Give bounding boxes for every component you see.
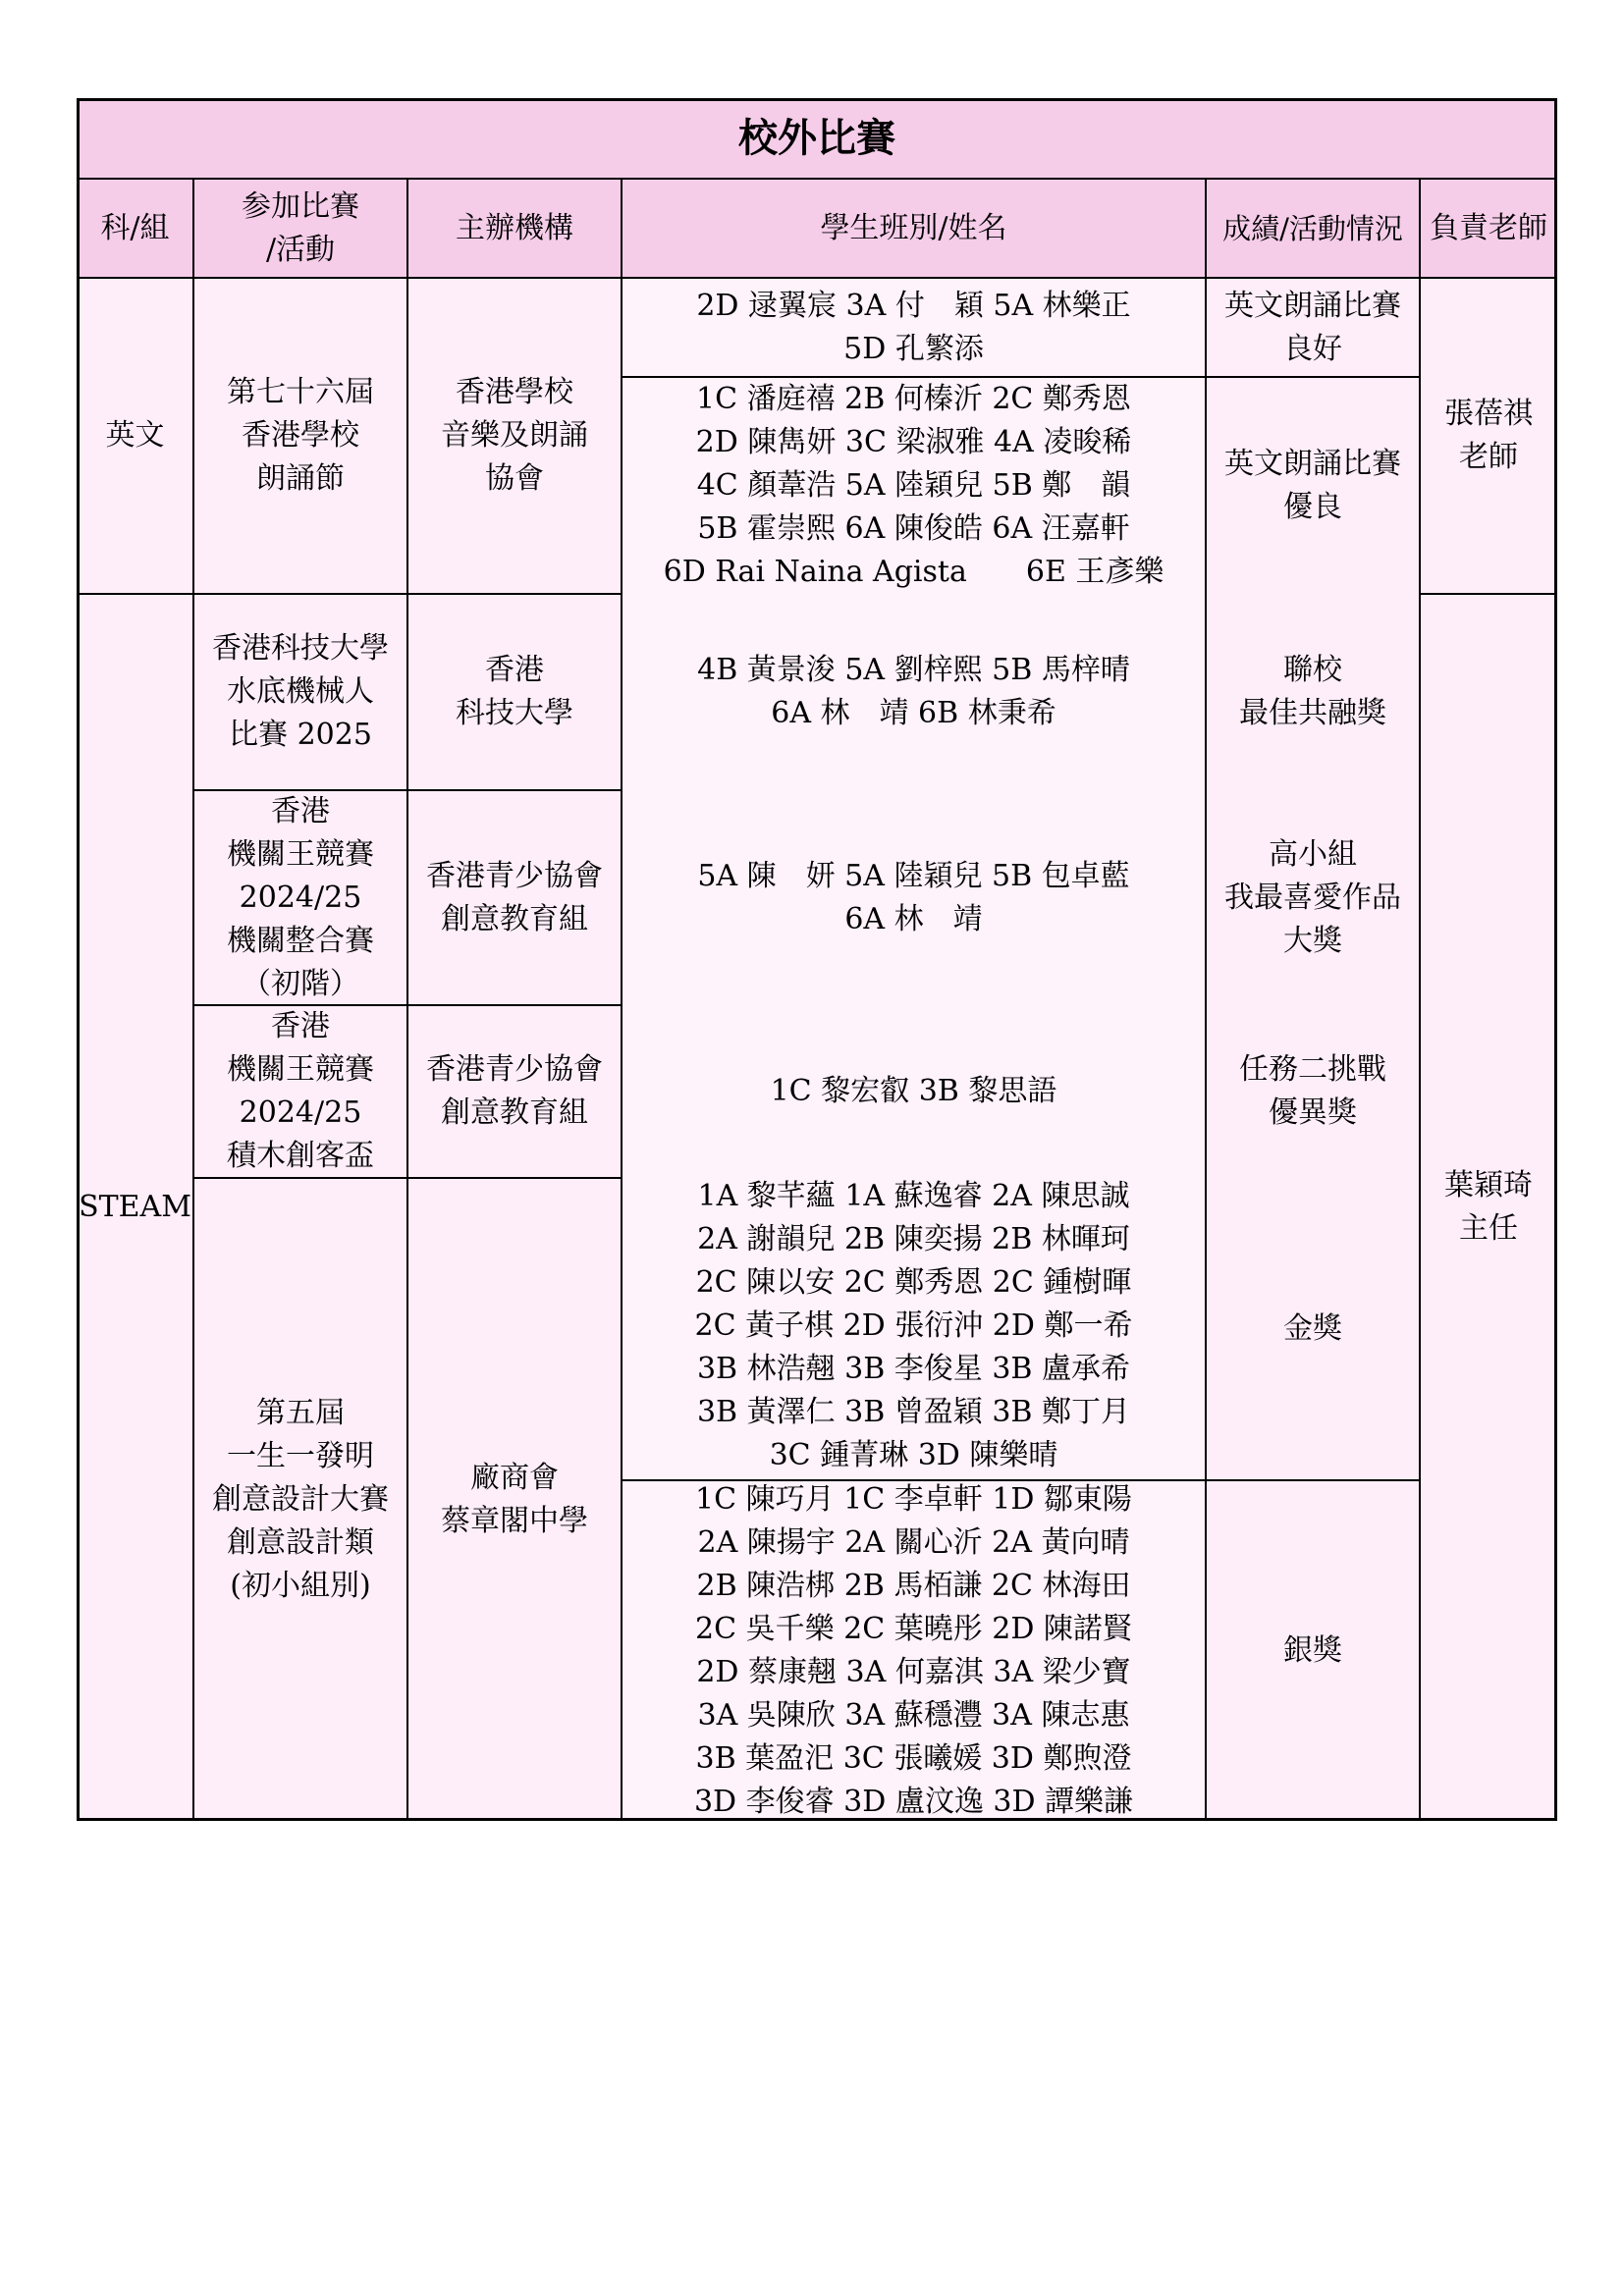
header-organizer: 主辦機構 (407, 179, 622, 278)
competition-robot-blocks: 香港 機關王競賽 2024/25 積木創客盃 (193, 1005, 407, 1178)
result-robot-integration: 高小組 我最喜愛作品 大獎 (1206, 790, 1420, 1005)
subject-steam: STEAM (77, 594, 193, 1821)
header-result: 成績/活動情況 (1206, 179, 1420, 278)
result-robot-blocks: 任務二挑戰 優異獎 (1206, 1005, 1420, 1178)
competition-robot-integration: 香港 機關王競賽 2024/25 機關整合賽 （初階） (193, 790, 407, 1005)
organizer-youth-2: 香港青少協會 創意教育組 (407, 1005, 622, 1178)
students-recital-merit: 1C 潘庭禧 2B 何榛沂 2C 鄭秀恩 2D 陳雋妍 3C 梁淑雅 4A 凌晙稀 4C 顏葦浩 5A 陸穎兒 5B 鄭 韻 5B 霍崇熙 6A 陳俊皓 6A 汪嘉軒 6D Rai Naina Agista 6E 王彥樂 (622, 377, 1206, 594)
header-subject: 科/組 (77, 179, 193, 278)
competition-ust-robot: 香港科技大學 水底機械人 比賽 2025 (193, 594, 407, 790)
students-invention-silver: 1C 陳巧月 1C 李卓軒 1D 鄒東陽 2A 陳揚宇 2A 關心沂 2A 黃向晴 2B 陳浩梆 2B 馬栢謙 2C 林海田 2C 吳千樂 2C 葉曉彤 2D 陳諾賢 2D 蔡康翹 3A 何嘉淇 3A 梁少寶 3A 吳陳欣 3A 蘇穩灃 3A 陳志惠 3B 葉盈汜 3C 張曦媛 3D 鄭煦澄 3D 李俊睿 3D 盧汶逸 3D 譚樂謙 (622, 1480, 1206, 1821)
header-competition: 参加比賽 /活動 (193, 179, 407, 278)
header-teacher: 負責老師 (1420, 179, 1557, 278)
result-recital-good: 英文朗誦比賽 良好 (1206, 278, 1420, 377)
teacher-english: 張蓓祺 老師 (1420, 278, 1557, 594)
students-ust-robot: 4B 黃景浚 5A 劉梓熙 5B 馬梓晴 6A 林 靖 6B 林秉希 (622, 594, 1206, 790)
teacher-steam: 葉穎琦 主任 (1420, 594, 1557, 1821)
result-recital-merit: 英文朗誦比賽 優良 (1206, 377, 1420, 594)
organizer-invention: 廠商會 蔡章閣中學 (407, 1178, 622, 1821)
students-robot-blocks: 1C 黎宏叡 3B 黎思語 (622, 1005, 1206, 1178)
competition-recital: 第七十六屆 香港學校 朗誦節 (193, 278, 407, 594)
students-recital-good: 2D 逯翼宸 3A 付 穎 5A 林樂正 5D 孔繁添 (622, 278, 1206, 377)
table-title: 校外比賽 (77, 98, 1557, 179)
subject-english: 英文 (77, 278, 193, 594)
result-ust-robot: 聯校 最佳共融獎 (1206, 594, 1420, 790)
students-invention-gold: 1A 黎芊蘊 1A 蘇逸睿 2A 陳思誠 2A 謝韻兒 2B 陳奕揚 2B 林暉珂 2C 陳以安 2C 鄭秀恩 2C 鍾樹暉 2C 黃子棋 2D 張衍沖 2D 鄭一希 3B 林浩翹 3B 李俊星 3B 盧承希 3B 黃澤仁 3B 曾盈穎 3B 鄭丁月 3C 鍾菁琳 3D 陳樂晴 (622, 1178, 1206, 1480)
competition-invention: 第五屆 一生一發明 創意設計大賽 創意設計類 (初小組別) (193, 1178, 407, 1821)
result-invention-silver: 銀獎 (1206, 1480, 1420, 1821)
organizer-ust: 香港 科技大學 (407, 594, 622, 790)
result-invention-gold: 金獎 (1206, 1178, 1420, 1480)
header-students: 學生班別/姓名 (622, 179, 1206, 278)
organizer-youth-1: 香港青少協會 創意教育組 (407, 790, 622, 1005)
organizer-recital: 香港學校 音樂及朗誦 協會 (407, 278, 622, 594)
competition-table (77, 98, 1557, 1821)
students-robot-integration: 5A 陳 妍 5A 陸穎兒 5B 包卓藍 6A 林 靖 (622, 790, 1206, 1005)
